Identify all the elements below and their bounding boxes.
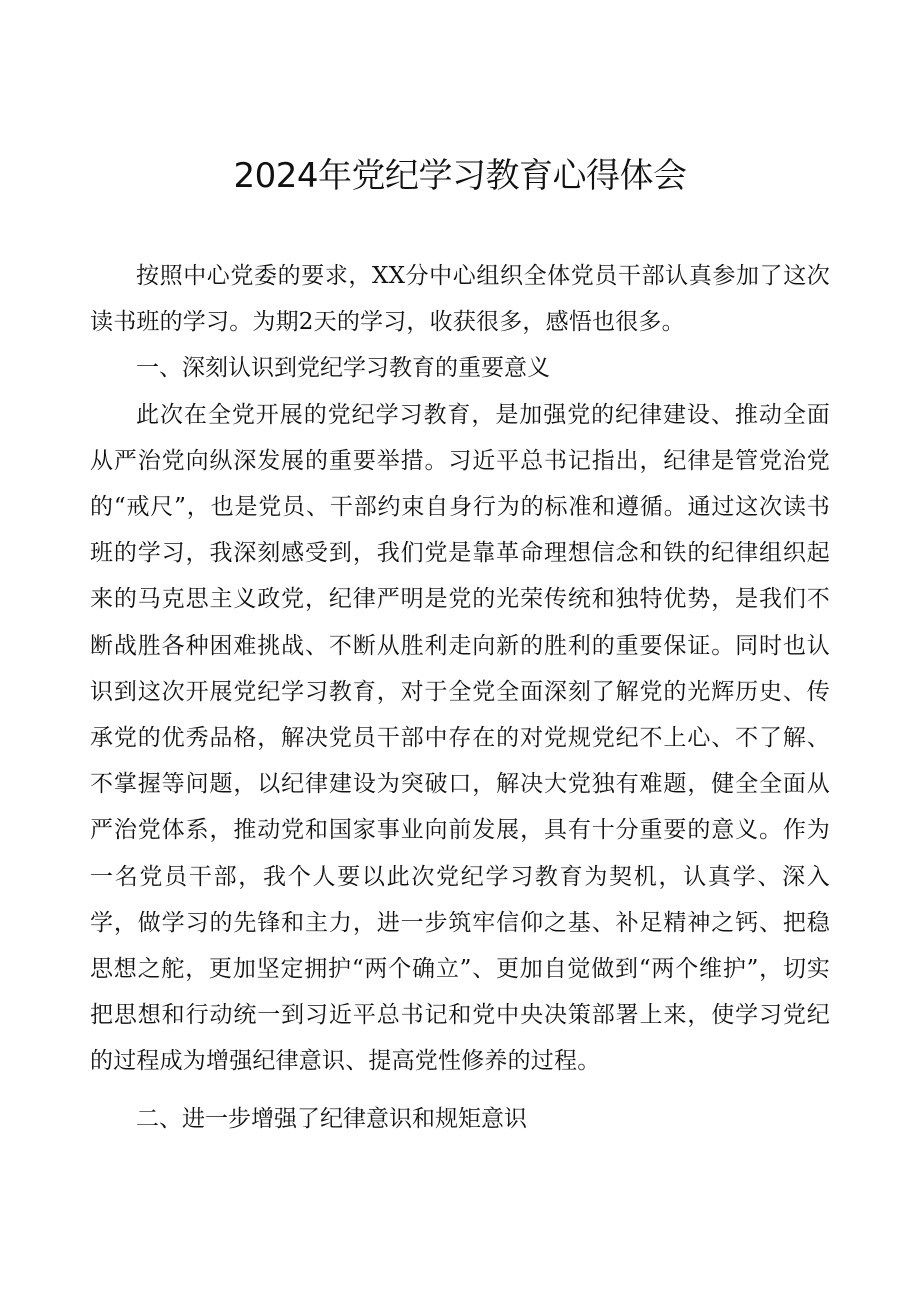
document-body bbox=[90, 253, 830, 1142]
section-1-paragraph: 此次在全党开展的党纪学习教育，是加强党的纪律建设、推动全面从严治党向纵深发展的重要举措。习近平总书记指出，纪律是管党治党的“戒尺”，也是党员、干部约束自身行为的标准和遵循。通过这次读书班的学习，我深刻感受到，我们党是靠革命理想信念和铁的纪律组织起来的马克思主义政党，纪律严明是党的光荣传统和独特优势，是我们不断战胜各种困难挑战、不断从胜利走向新的胜利的重要保证。同时也认识到这次开展党纪学习教育，对于全党全面深刻了解党的光辉历史、传承党的优秀品格，解决党员干部中存在的对党规党纪不上心、不了解、不掌握等问题，以纪律建设为突破口，解决大党独有难题，健全全面从严治党体系，推动党和国家事业向前发展，具有十分重要的意义。作为一名党员干部，我个人要以此次党纪学习教育为契机，认真学、深入学，做学习的先锋和主力，进一步筑牢信仰之基、补足精神之钙、把稳思想之舵，更加坚定拥护“两个确立”、更加自觉做到“两个维护”，切实把思想和行动统一到习近平总书记和党中央决策部署上来，使学习党纪的过程成为增强纪律意识、提高党性修养的过程。 bbox=[90, 401, 830, 1075]
section-1-heading: 一、深刻认识到党纪学习教育的重要意义 bbox=[136, 355, 550, 382]
section-2-heading: 二、进一步增强了纪律意识和规矩意识 bbox=[136, 1105, 527, 1132]
intro-paragraph: 按照中心党委的要求，XX分中心组织全体党员干部认真参加了这次读书班的学习。为期2天的学习，收获很多，感悟也很多。 bbox=[90, 263, 830, 336]
document-title: 2024年党纪学习教育心得体会 bbox=[233, 156, 687, 196]
